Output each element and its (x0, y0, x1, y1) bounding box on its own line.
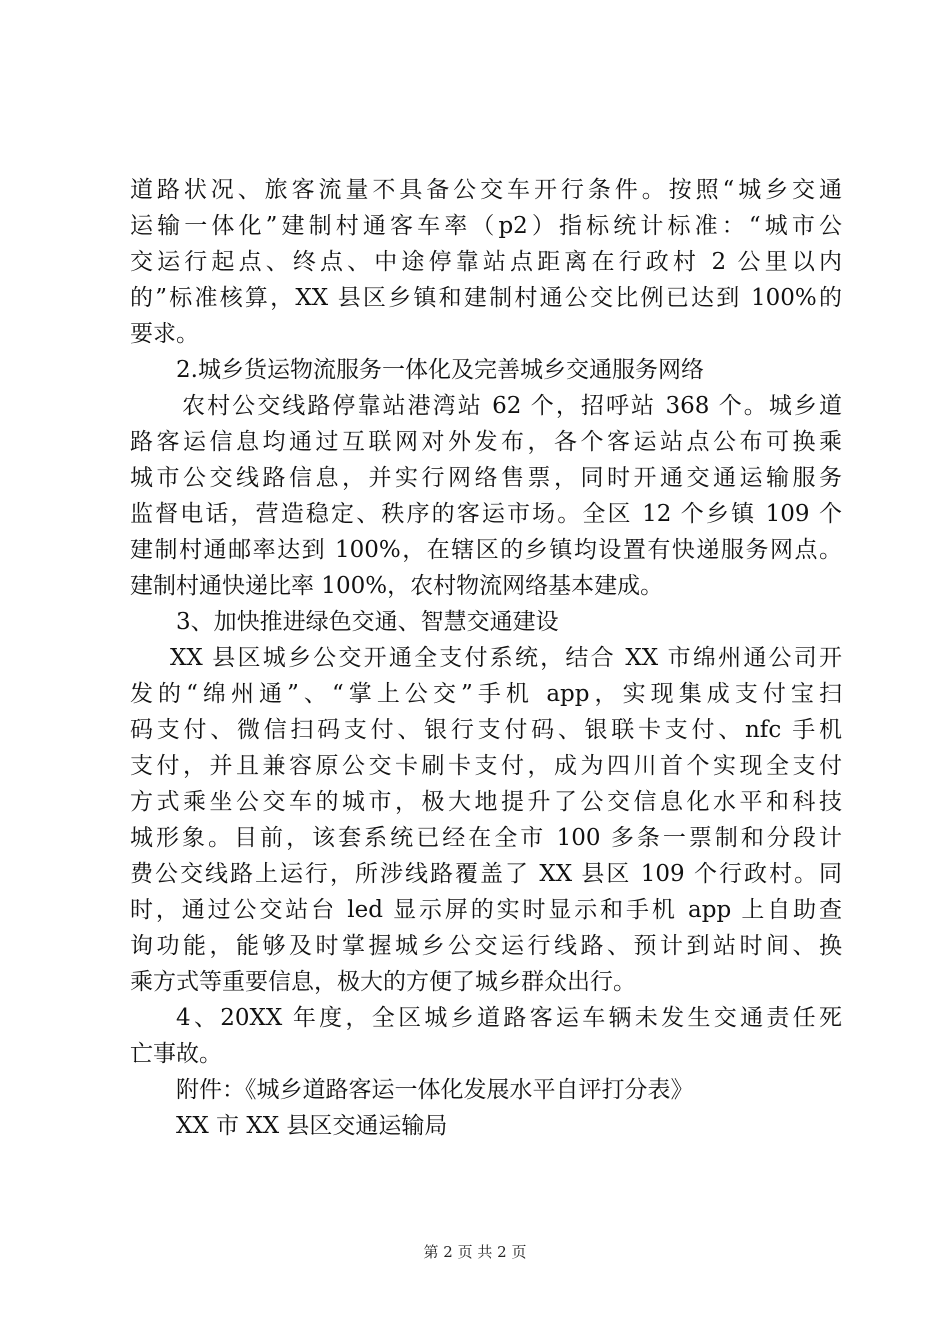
text-line: 方式乘坐公交车的城市，极大地提升了公交信息化水平和科技 (130, 789, 842, 815)
text-line: 交运行起点、终点、中途停靠站点距离在行政村 2 公里以内 (130, 249, 842, 275)
page-number-footer: 第 2 页 共 2 页 (423, 1243, 527, 1261)
text-line: 乘方式等重要信息，极大的方便了城乡群众出行。 (130, 969, 636, 995)
text-line: 路客运信息均通过互联网对外发布，各个客运站点公布可换乘 (130, 429, 842, 455)
text-line: 城市公交线路信息，并实行网络售票，同时开通交通运输服务 (130, 465, 842, 491)
text-line: 码支付、微信扫码支付、银行支付码、银联卡支付、nfc 手机 (130, 717, 842, 743)
section-heading: 3、加快推进绿色交通、智慧交通建设 (176, 609, 559, 635)
section-heading: 2.城乡货运物流服务一体化及完善城乡交通服务网络 (176, 357, 704, 383)
text-line: 农村公交线路停靠站港湾站 62 个，招呼站 368 个。城乡道 (182, 393, 842, 419)
text-line: 询功能，能够及时掌握城乡公交运行线路、预计到站时间、换 (130, 933, 842, 959)
text-line: 费公交线路上运行，所涉线路覆盖了 XX 县区 109 个行政村。同 (130, 861, 842, 887)
text-line: 道路状况、旅客流量不具备公交车开行条件。按照“城乡交通 (130, 177, 842, 203)
section-heading: 4、20XX 年度，全区城乡道路客运车辆未发生交通责任死 (176, 1005, 842, 1031)
attachment-line: 附件：《城乡道路客运一体化发展水平自评打分表》 (176, 1077, 694, 1103)
text-line: 城形象。目前，该套系统已经在全市 100 多条一票制和分段计 (130, 825, 842, 851)
text-line: 亡事故。 (130, 1041, 222, 1067)
document-body (130, 172, 842, 1144)
text-line: XX 县区城乡公交开通全支付系统，结合 XX 市绵州通公司开 (170, 645, 842, 671)
text-line: 运输一体化”建制村通客车率（p2）指标统计标准：“城市公 (130, 213, 842, 239)
text-line: 发的“绵州通”、“掌上公交”手机 app，实现集成支付宝扫 (130, 681, 842, 707)
text-line: 要求。 (130, 321, 199, 347)
text-line: 建制村通邮率达到 100%，在辖区的乡镇均设置有快递服务网点。 (130, 537, 842, 563)
text-line: 建制村通快递比率 100%，农村物流网络基本建成。 (130, 573, 664, 599)
text-line: 监督电话，营造稳定、秩序的客运市场。全区 12 个乡镇 109 个 (130, 501, 842, 527)
signature-line: XX 市 XX 县区交通运输局 (176, 1113, 448, 1139)
text-line: 时，通过公交站台 led 显示屏的实时显示和手机 app 上自助查 (130, 897, 842, 923)
text-line: 支付，并且兼容原公交卡刷卡支付，成为四川首个实现全支付 (130, 753, 842, 779)
text-line: 的”标准核算，XX 县区乡镇和建制村通公交比例已达到 100%的 (130, 285, 842, 311)
